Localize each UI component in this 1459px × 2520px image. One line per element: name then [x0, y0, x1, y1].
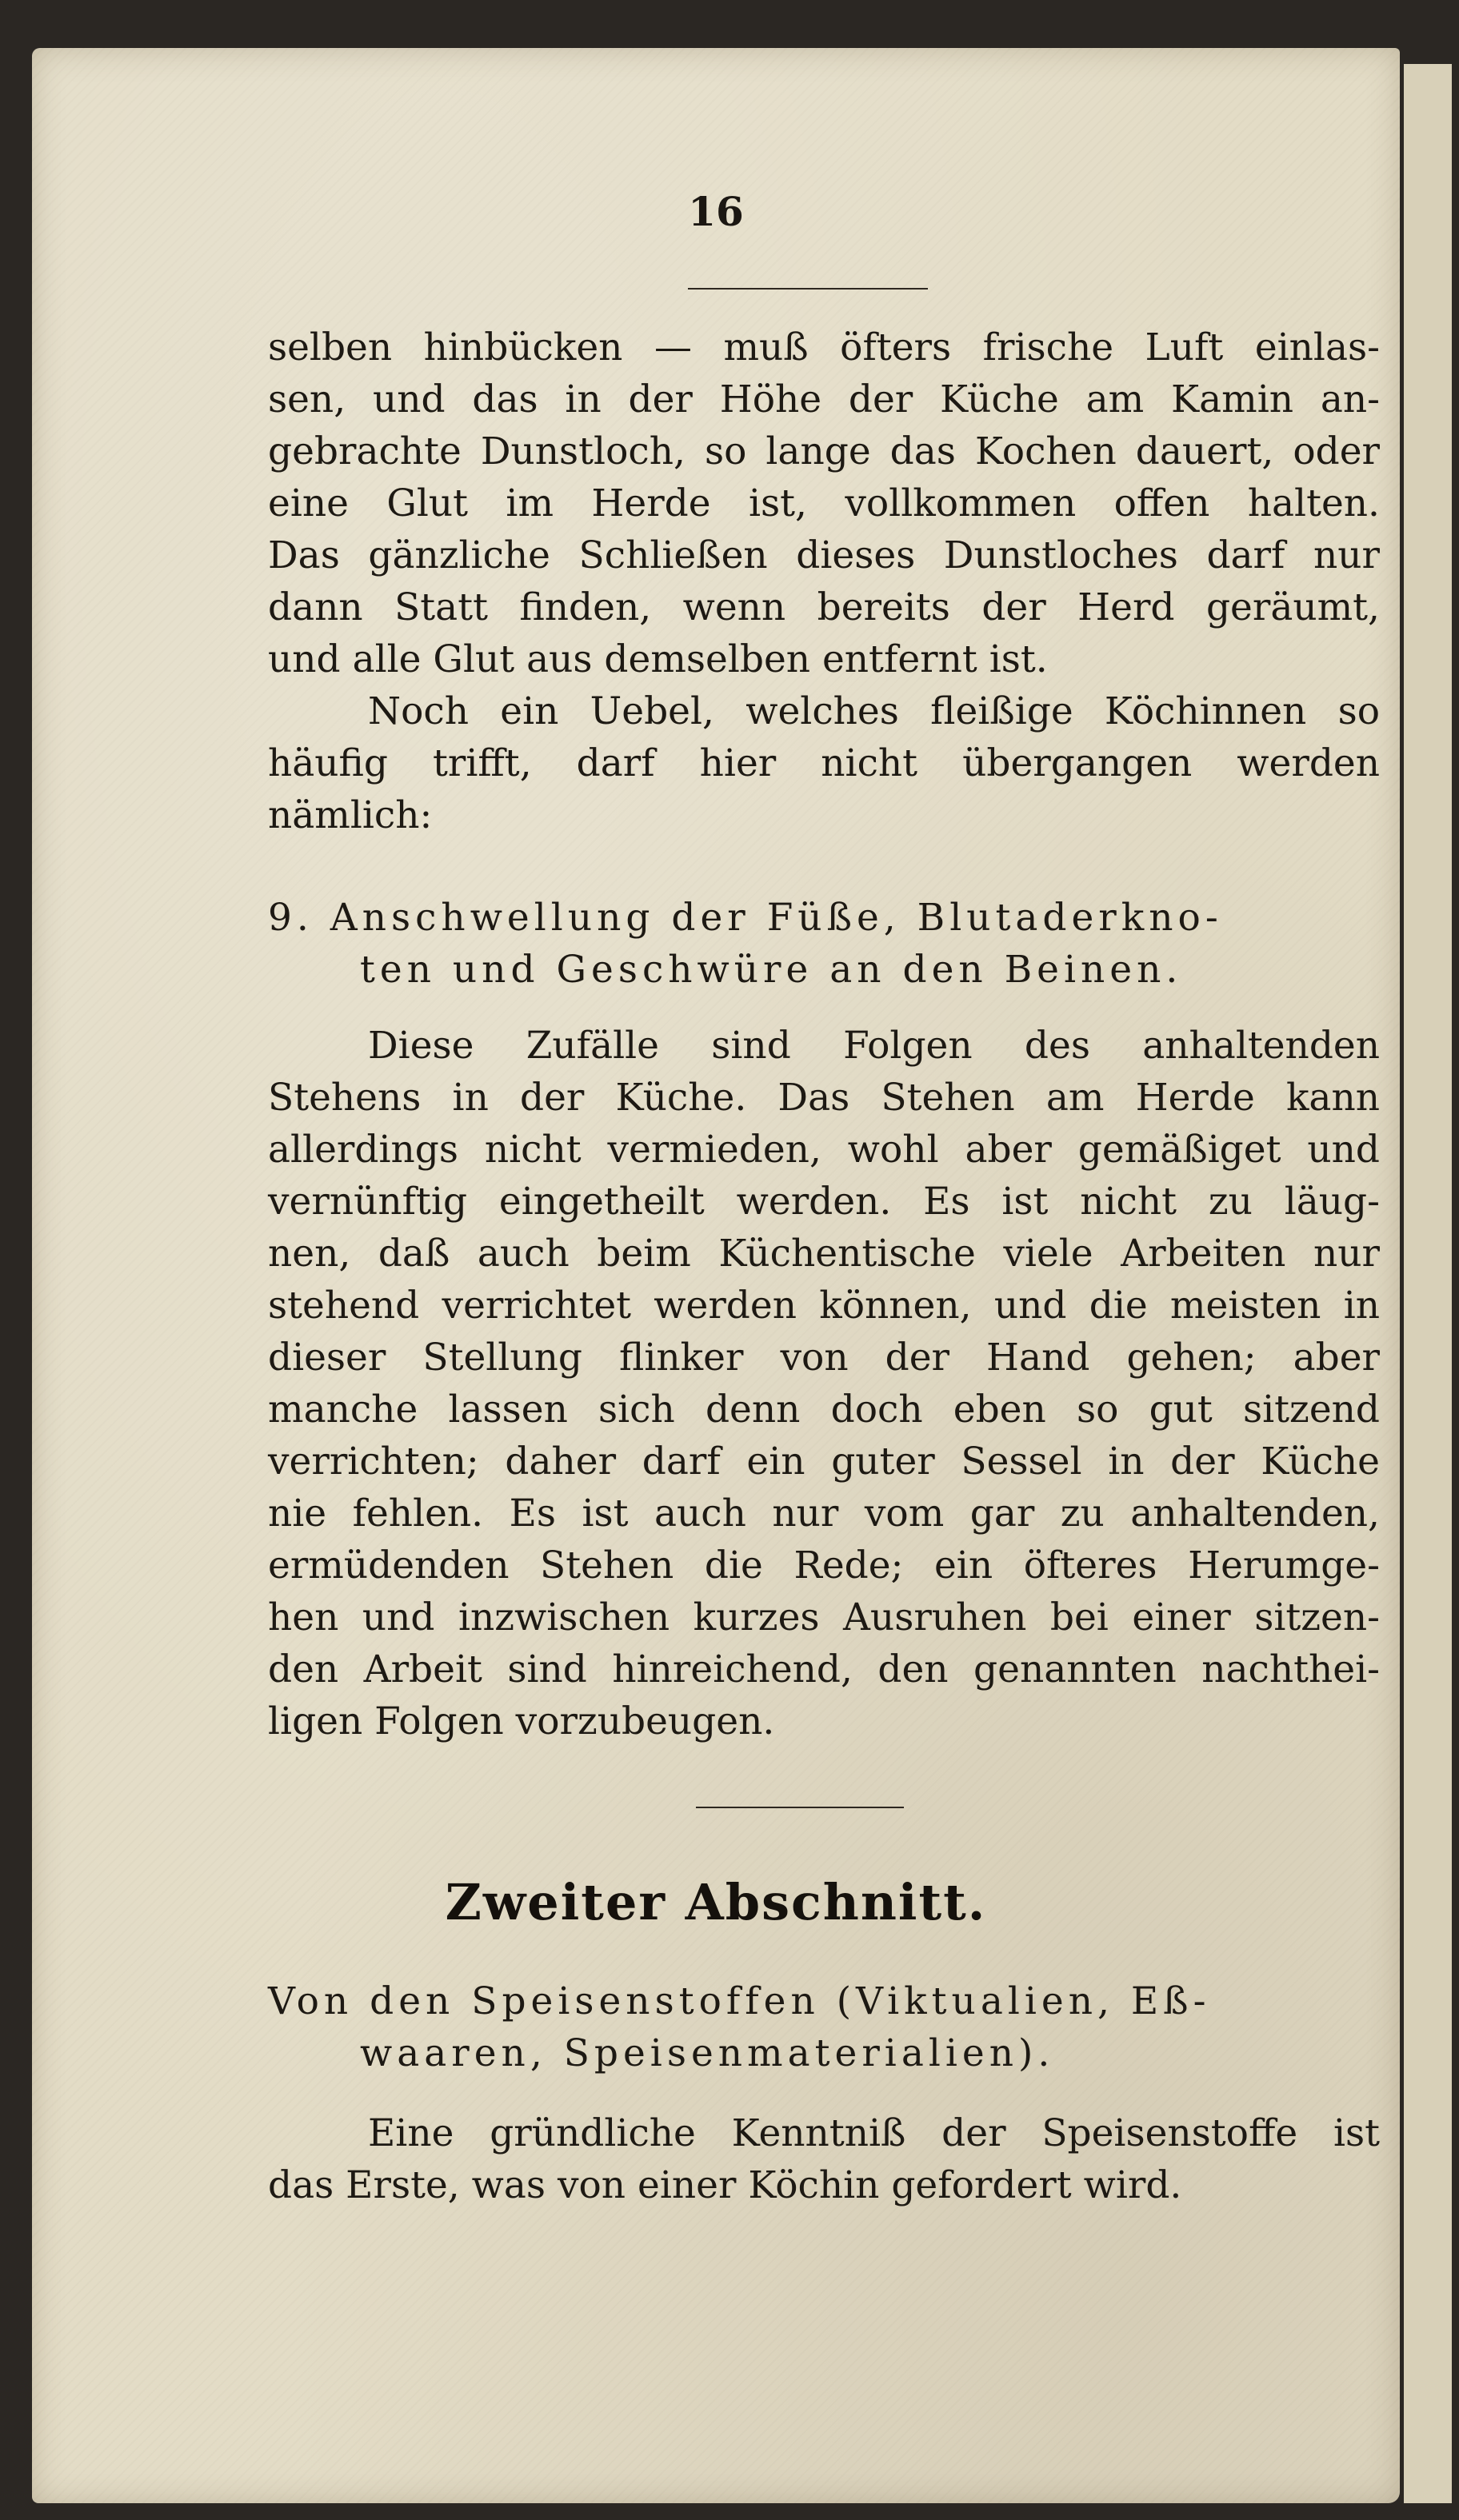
paragraph2-line: nämlich:: [268, 793, 433, 837]
paragraph3-line: nen, daß auch beim Küchentische viele Arbeiten nur: [268, 1232, 1380, 1276]
paragraph4-line: das Erste, was von einer Köchin gefordert wird.: [268, 2163, 1182, 2207]
paragraph3-line: den Arbeit sind hinreichend, den genannten nachthei-: [268, 1647, 1380, 1691]
section-divider: [696, 1807, 904, 1808]
paragraph1-line: gebrachte Dunstloch, so lange das Kochen dauert, oder: [268, 429, 1380, 473]
paragraph3-line: stehend verrichtet werden können, und die meisten in: [268, 1284, 1380, 1328]
paragraph3-line: vernünftig eingetheilt werden. Es ist nicht zu läug-: [268, 1180, 1380, 1224]
header-rule: [688, 288, 928, 290]
paragraph1-line: sen, und das in der Höhe der Küche am Kamin an-: [268, 377, 1380, 421]
paragraph2-line: häufig trifft, darf hier nicht übergangen werden: [268, 741, 1380, 785]
paragraph3-line: manche lassen sich denn doch eben so gut sitzend: [268, 1388, 1380, 1432]
paragraph3-line: Diese Zufälle sind Folgen des anhaltenden: [368, 1024, 1380, 1068]
paragraph1-line: selben hinbücken — muß öfters frische Luft einlas-: [268, 325, 1380, 369]
paragraph3-line: allerdings nicht vermieden, wohl aber gemäßiget und: [268, 1128, 1380, 1172]
paragraph1-line: dann Statt finden, wenn bereits der Herd geräumt,: [268, 585, 1380, 629]
paragraph2-line: Noch ein Uebel, welches fleißige Köchinnen so: [368, 689, 1380, 733]
paragraph1-line: und alle Glut aus demselben entfernt ist.: [268, 637, 1048, 681]
paragraph3-line: hen und inzwischen kurzes Ausruhen bei einer sitzen-: [268, 1595, 1380, 1639]
section-title: Zweiter Abschnitt.: [445, 1873, 987, 1931]
chapter-subheading: waaren, Speisenmaterialien).: [360, 2031, 1055, 2075]
section-heading-9: ten und Geschwüre an den Beinen.: [360, 948, 1183, 992]
section-heading-9: 9. Anschwellung der Füße, Blutaderkno-: [268, 896, 1223, 940]
paragraph4-line: Eine gründliche Kenntniß der Speisenstoffe ist: [368, 2111, 1380, 2155]
paragraph3-line: ermüdenden Stehen die Rede; ein öfteres Herumge-: [268, 1544, 1380, 1587]
paragraph3-line: ligen Folgen vorzubeugen.: [268, 1699, 775, 1743]
page-sheet: [32, 48, 1400, 2503]
adjacent-page-edge: [1401, 64, 1452, 2503]
paragraph3-line: nie fehlen. Es ist auch nur vom gar zu anhaltenden,: [268, 1492, 1380, 1536]
paragraph3-line: verrichten; daher darf ein guter Sessel in der Küche: [268, 1440, 1380, 1484]
page-number: 16: [688, 188, 744, 235]
paragraph3-line: Stehens in der Küche. Das Stehen am Herde kann: [268, 1076, 1380, 1120]
paragraph1-line: eine Glut im Herde ist, vollkommen offen halten.: [268, 481, 1380, 525]
chapter-subheading: Von den Speisenstoffen (Viktualien, Eß-: [268, 1979, 1211, 2023]
paragraph1-line: Das gänzliche Schließen dieses Dunstloches darf nur: [268, 533, 1380, 577]
paragraph3-line: dieser Stellung flinker von der Hand gehen; aber: [268, 1336, 1380, 1380]
